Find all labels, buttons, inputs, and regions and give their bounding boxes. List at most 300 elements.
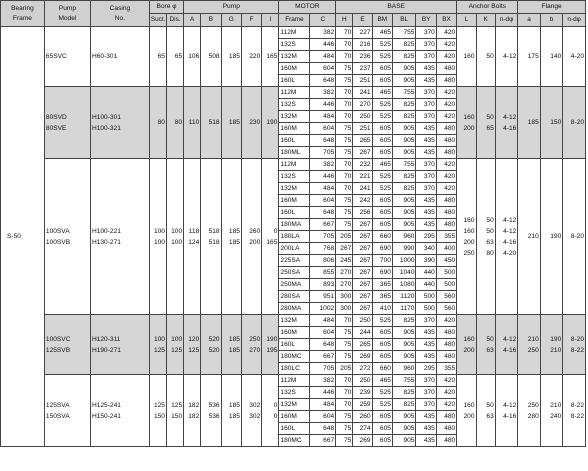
bore-suct: 150 [153,412,165,420]
cell-stack [92,334,148,356]
base-e: 270 [353,99,372,111]
base-h: 70 [336,39,353,51]
pump-b-cell [201,315,221,375]
motor-c: 951 [310,291,336,303]
table-header [1,1,586,27]
base-bl: 755 [392,375,416,387]
base-bm: 525 [372,387,392,399]
base-bm: 410 [372,303,392,315]
base-bm: 525 [372,111,392,123]
bore-suct-cell: 80 [149,87,166,159]
anchor-k: 65 [486,124,494,132]
base-by: 440 [416,267,436,279]
motor-frame: 250MA [279,279,310,291]
anchor-l: 200 [463,238,475,246]
base-bm: 525 [372,99,392,111]
bore-suct: 100 [153,238,165,246]
base-h: 75 [336,75,353,87]
motor-c: 484 [310,399,336,411]
motor-c: 604 [310,123,336,135]
cell-stack [497,215,517,259]
motor-c: 382 [310,87,336,99]
anchor-k: 50 [486,335,494,343]
base-bl: 905 [392,351,416,363]
cell-stack [92,400,148,422]
base-h: 75 [336,435,353,447]
base-h: 270 [336,267,353,279]
pump-model: 125SVB [45,346,71,354]
base-e: 250 [353,375,372,387]
base-bx: 480 [436,327,456,339]
motor-c: 446 [310,99,336,111]
base-by: 370 [416,183,436,195]
base-by: 370 [416,159,436,171]
motor-c: 705 [310,231,336,243]
header-bore-suct: Suct. [149,14,166,27]
base-bx: 400 [436,243,456,255]
cell-stack [478,51,494,62]
pump-i: 0 [273,401,278,409]
bore-dis-cell: 80 [166,87,183,159]
base-bm: 660 [372,363,392,375]
header-pump-g: G [221,14,241,27]
base-bx: 480 [436,435,456,447]
bore-dis: 100 [171,238,183,246]
cell-stack [223,334,240,356]
anchor-k-cell [476,315,495,375]
anchor-l-cell [457,315,476,375]
header-motor-frame: Frame [279,14,310,27]
base-bx: 480 [436,195,456,207]
motor-frame: 160L [279,207,310,219]
base-by: 435 [416,423,436,435]
base-bm: 525 [372,171,392,183]
pump-i-cell [262,159,279,315]
cell-stack [497,112,517,134]
base-e: 269 [353,351,372,363]
anchor-nd-cell [495,27,518,87]
base-bm: 525 [372,315,392,327]
base-e: 232 [353,159,372,171]
pump-g: 185 [228,412,240,420]
base-bl: 755 [392,27,416,39]
casing-no-cell [90,27,149,87]
base-bm: 660 [372,231,392,243]
motor-c: 484 [310,183,336,195]
base-bx: 355 [436,231,456,243]
flange-a-cell: 175 [518,27,540,87]
base-h: 75 [336,219,353,231]
base-e: 265 [353,339,372,351]
anchor-nd: 4-12 [503,401,517,409]
base-bx: 420 [436,399,456,411]
cell-stack [519,400,538,422]
base-bl: 905 [392,435,416,447]
pump-model: 125SVA [45,401,70,409]
header-pump-b: B [201,14,221,27]
motor-frame: 112M [279,87,310,99]
pump-i-cell: 190 [262,87,279,159]
header-motor-c: C [310,14,336,27]
base-by: 370 [416,399,436,411]
pump-f: 302 [249,401,261,409]
motor-c: 382 [310,27,336,39]
base-e: 241 [353,87,372,99]
flange-nd-cell: 8-20 [563,87,586,159]
base-e: 244 [353,327,372,339]
motor-frame: 160M [279,63,310,75]
pump-a: 120 [188,335,200,343]
pump-i-cell [262,315,279,375]
base-by: 370 [416,315,436,327]
cell-stack [151,400,165,422]
pump-b: 518 [208,238,220,246]
base-bl: 905 [392,75,416,87]
base-h: 70 [336,375,353,387]
base-bl: 825 [392,39,416,51]
flange-b-cell [540,375,562,447]
base-e: 242 [353,195,372,207]
pump-model-cell [44,315,90,375]
anchor-l: 200 [463,124,475,132]
base-by: 435 [416,123,436,135]
flange-b: 210 [550,346,562,354]
base-by: 500 [416,303,436,315]
motor-frame: 180LC [279,363,310,375]
pump-model-cell [44,375,90,447]
pump-a-cell [184,375,201,447]
base-by: 435 [416,63,436,75]
base-e: 267 [353,255,372,267]
pump-i-cell: 165 [262,27,279,87]
flange-nd-cell [563,315,586,375]
cell-stack [243,400,260,422]
bore-suct-cell [149,315,166,375]
base-h: 75 [336,135,353,147]
base-bx: 420 [436,111,456,123]
base-h: 70 [336,111,353,123]
motor-c: 1002 [310,303,336,315]
flange-b-cell: 190 [540,159,562,315]
flange-nd-cell: 4-20 [563,27,586,87]
base-bl: 825 [392,387,416,399]
base-by: 435 [416,75,436,87]
base-bm: 690 [372,267,392,279]
motor-frame: 160L [279,75,310,87]
cell-stack [185,226,199,248]
anchor-nd: 4-16 [503,238,517,246]
base-h: 75 [336,327,353,339]
pump-f: 200 [249,238,261,246]
base-e: 236 [353,51,372,63]
cell-stack [168,334,182,356]
base-e: 237 [353,63,372,75]
base-e: 260 [353,411,372,423]
casing-no: H100-301 [91,113,121,121]
base-bx: 355 [436,363,456,375]
motor-c: 484 [310,51,336,63]
base-bx: 560 [436,303,456,315]
base-h: 75 [336,423,353,435]
motor-frame: 112M [279,27,310,39]
base-bl: 1040 [392,267,416,279]
anchor-nd-cell [495,315,518,375]
anchor-nd-cell [495,159,518,315]
pump-a: 182 [188,412,200,420]
base-bm: 605 [372,195,392,207]
header-base-bx: BX [436,14,456,27]
pump-model: 65SVC [45,53,67,60]
header-bore-dis: Dis. [166,14,183,27]
pump-f: 260 [249,227,261,235]
pump-g: 185 [228,401,240,409]
base-bl: 960 [392,231,416,243]
motor-c: 648 [310,423,336,435]
header-base-h: H [336,14,353,27]
base-bm: 605 [372,219,392,231]
motor-frame: 132M [279,315,310,327]
base-bm: 605 [372,351,392,363]
base-h: 270 [336,279,353,291]
base-e: 267 [353,291,372,303]
flange-a: 280 [527,412,539,420]
base-bm: 465 [372,159,392,171]
header-bore: Bore φ [149,1,183,14]
base-by: 435 [416,327,436,339]
flange-nd: 8-20 [570,335,584,343]
anchor-k: 50 [486,113,494,121]
motor-frame: 225SA [279,255,310,267]
anchor-nd: 4-12 [503,53,517,60]
base-h: 70 [336,99,353,111]
base-bl: 825 [392,111,416,123]
cell-stack [497,400,517,422]
pump-b: 520 [208,346,220,354]
motor-c: 484 [310,315,336,327]
base-bm: 605 [372,435,392,447]
header-anchor-k: K [476,14,495,27]
pump-a-cell [184,315,201,375]
base-bm: 525 [372,183,392,195]
pump-model: 100SVC [45,335,71,343]
base-bl: 990 [392,243,416,255]
base-bx: 480 [436,339,456,351]
cell-stack [223,226,240,248]
bore-suct: 100 [153,227,165,235]
base-bl: 1080 [392,279,416,291]
casing-no: H100-321 [91,124,121,132]
anchor-l: 160 [463,227,475,235]
motor-frame: 132S [279,171,310,183]
bore-suct-cell [149,159,166,315]
cell-stack [202,400,219,422]
header-anchor-l: L [457,14,476,27]
cell-stack [92,226,148,248]
base-bl: 905 [392,327,416,339]
base-bl: 755 [392,159,416,171]
base-bx: 480 [436,351,456,363]
casing-no: H150-241 [91,412,121,420]
anchor-k: 50 [486,216,494,224]
base-by: 435 [416,147,436,159]
pump-f-cell [241,315,261,375]
motor-frame: 132S [279,39,310,51]
anchor-l-cell [457,159,476,315]
pump-b: 536 [208,412,220,420]
base-by: 435 [416,351,436,363]
base-bx: 420 [436,99,456,111]
anchor-k: 50 [486,401,494,409]
cell-stack [185,334,199,356]
anchor-l: 160 [463,113,475,121]
header-anchor-bolts: Anchor Bolts [457,1,518,14]
flange-b-cell: 150 [540,87,562,159]
cell-stack [243,226,260,248]
flange-nd: 8-22 [570,401,584,409]
anchor-nd: 4-16 [503,124,517,132]
base-bm: 605 [372,207,392,219]
bearing-frame-cell: S-50 [1,27,45,447]
bore-suct-cell: 65 [149,27,166,87]
base-e: 267 [353,147,372,159]
base-by: 435 [416,339,436,351]
motor-c: 604 [310,327,336,339]
base-bx: 480 [436,123,456,135]
motor-frame: 180MC [279,351,310,363]
cell-stack [202,334,219,356]
anchor-l: 200 [463,346,475,354]
cell-stack [151,226,165,248]
base-by: 370 [416,99,436,111]
anchor-k: 50 [486,227,494,235]
anchor-k: 63 [486,412,494,420]
pump-g-cell: 185 [221,27,241,87]
anchor-nd-cell [495,375,518,447]
base-bl: 1120 [392,291,416,303]
base-bm: 465 [372,375,392,387]
pump-f-cell: 230 [241,87,261,159]
base-e: 227 [353,27,372,39]
base-bm: 605 [372,135,392,147]
base-bl: 755 [392,87,416,99]
base-bm: 365 [372,279,392,291]
anchor-nd: 4-16 [503,412,517,420]
header-flange: Flange [518,1,586,14]
motor-c: 667 [310,435,336,447]
pump-model: 100SVA [45,227,70,235]
flange-a-cell: 185 [518,87,540,159]
flange-nd-cell: 8-20 [563,159,586,315]
bore-dis: 100 [171,227,183,235]
base-bx: 480 [436,147,456,159]
pump-i-cell [262,375,279,447]
pump-model: 100SVB [45,238,71,246]
base-bm: 525 [372,51,392,63]
flange-b-cell [540,315,562,375]
base-h: 70 [336,387,353,399]
bore-dis: 150 [171,412,183,420]
base-bl: 905 [392,123,416,135]
casing-no-cell [90,87,149,159]
base-by: 370 [416,111,436,123]
motor-c: 648 [310,135,336,147]
pump-a-cell: 110 [184,87,201,159]
cell-stack [202,226,219,248]
base-bx: 480 [436,219,456,231]
anchor-nd-cell [495,87,518,159]
base-h: 75 [336,63,353,75]
pump-a: 124 [188,238,200,246]
anchor-l: 200 [463,412,475,420]
pump-model: 80SVE [45,124,67,132]
anchor-nd: 4-12 [503,113,517,121]
base-bm: 700 [372,255,392,267]
cell-stack [46,112,89,134]
table-row [1,87,586,99]
motor-frame: 200LA [279,243,310,255]
motor-c: 806 [310,255,336,267]
base-bm: 605 [372,63,392,75]
header-casing-no: Casing No. [90,1,149,27]
base-bm: 605 [372,423,392,435]
base-bx: 560 [436,291,456,303]
anchor-l: 250 [463,249,475,257]
base-e: 267 [353,279,372,291]
bore-dis-cell [166,375,183,447]
base-bm: 605 [372,147,392,159]
base-bl: 905 [392,423,416,435]
pump-i: 190 [266,335,278,343]
motor-frame: 132M [279,51,310,63]
header-flange-nd: n-dφ [563,14,586,27]
base-h: 70 [336,87,353,99]
pump-g-cell [221,315,241,375]
base-bx: 420 [436,387,456,399]
base-bx: 420 [436,315,456,327]
flange-a-cell [518,375,540,447]
pump-i: 0 [273,227,278,235]
cell-stack [46,400,89,422]
base-by: 370 [416,171,436,183]
motor-frame: 280MA [279,303,310,315]
base-h: 205 [336,231,353,243]
flange-a-cell [518,315,540,375]
bore-dis: 125 [171,401,183,409]
cell-stack [185,400,199,422]
cell-stack [458,400,474,422]
header-base-e: E [353,14,372,27]
bore-dis-cell [166,315,183,375]
pump-model-cell [44,27,90,87]
anchor-nd: 4-16 [503,346,517,354]
casing-no: H125-241 [91,401,121,409]
base-bm: 605 [372,411,392,423]
motor-c: 604 [310,411,336,423]
motor-c: 446 [310,39,336,51]
base-bl: 825 [392,399,416,411]
motor-frame: 180ML [279,147,310,159]
base-e: 241 [353,183,372,195]
flange-b: 190 [550,335,562,343]
motor-frame: 132M [279,111,310,123]
cell-stack [542,334,561,356]
base-h: 70 [336,183,353,195]
motor-frame: 180MC [279,435,310,447]
pump-b-cell: 518 [201,87,221,159]
header-base-bm: BM [372,14,392,27]
bore-suct: 125 [153,346,165,354]
base-bl: 1000 [392,255,416,267]
